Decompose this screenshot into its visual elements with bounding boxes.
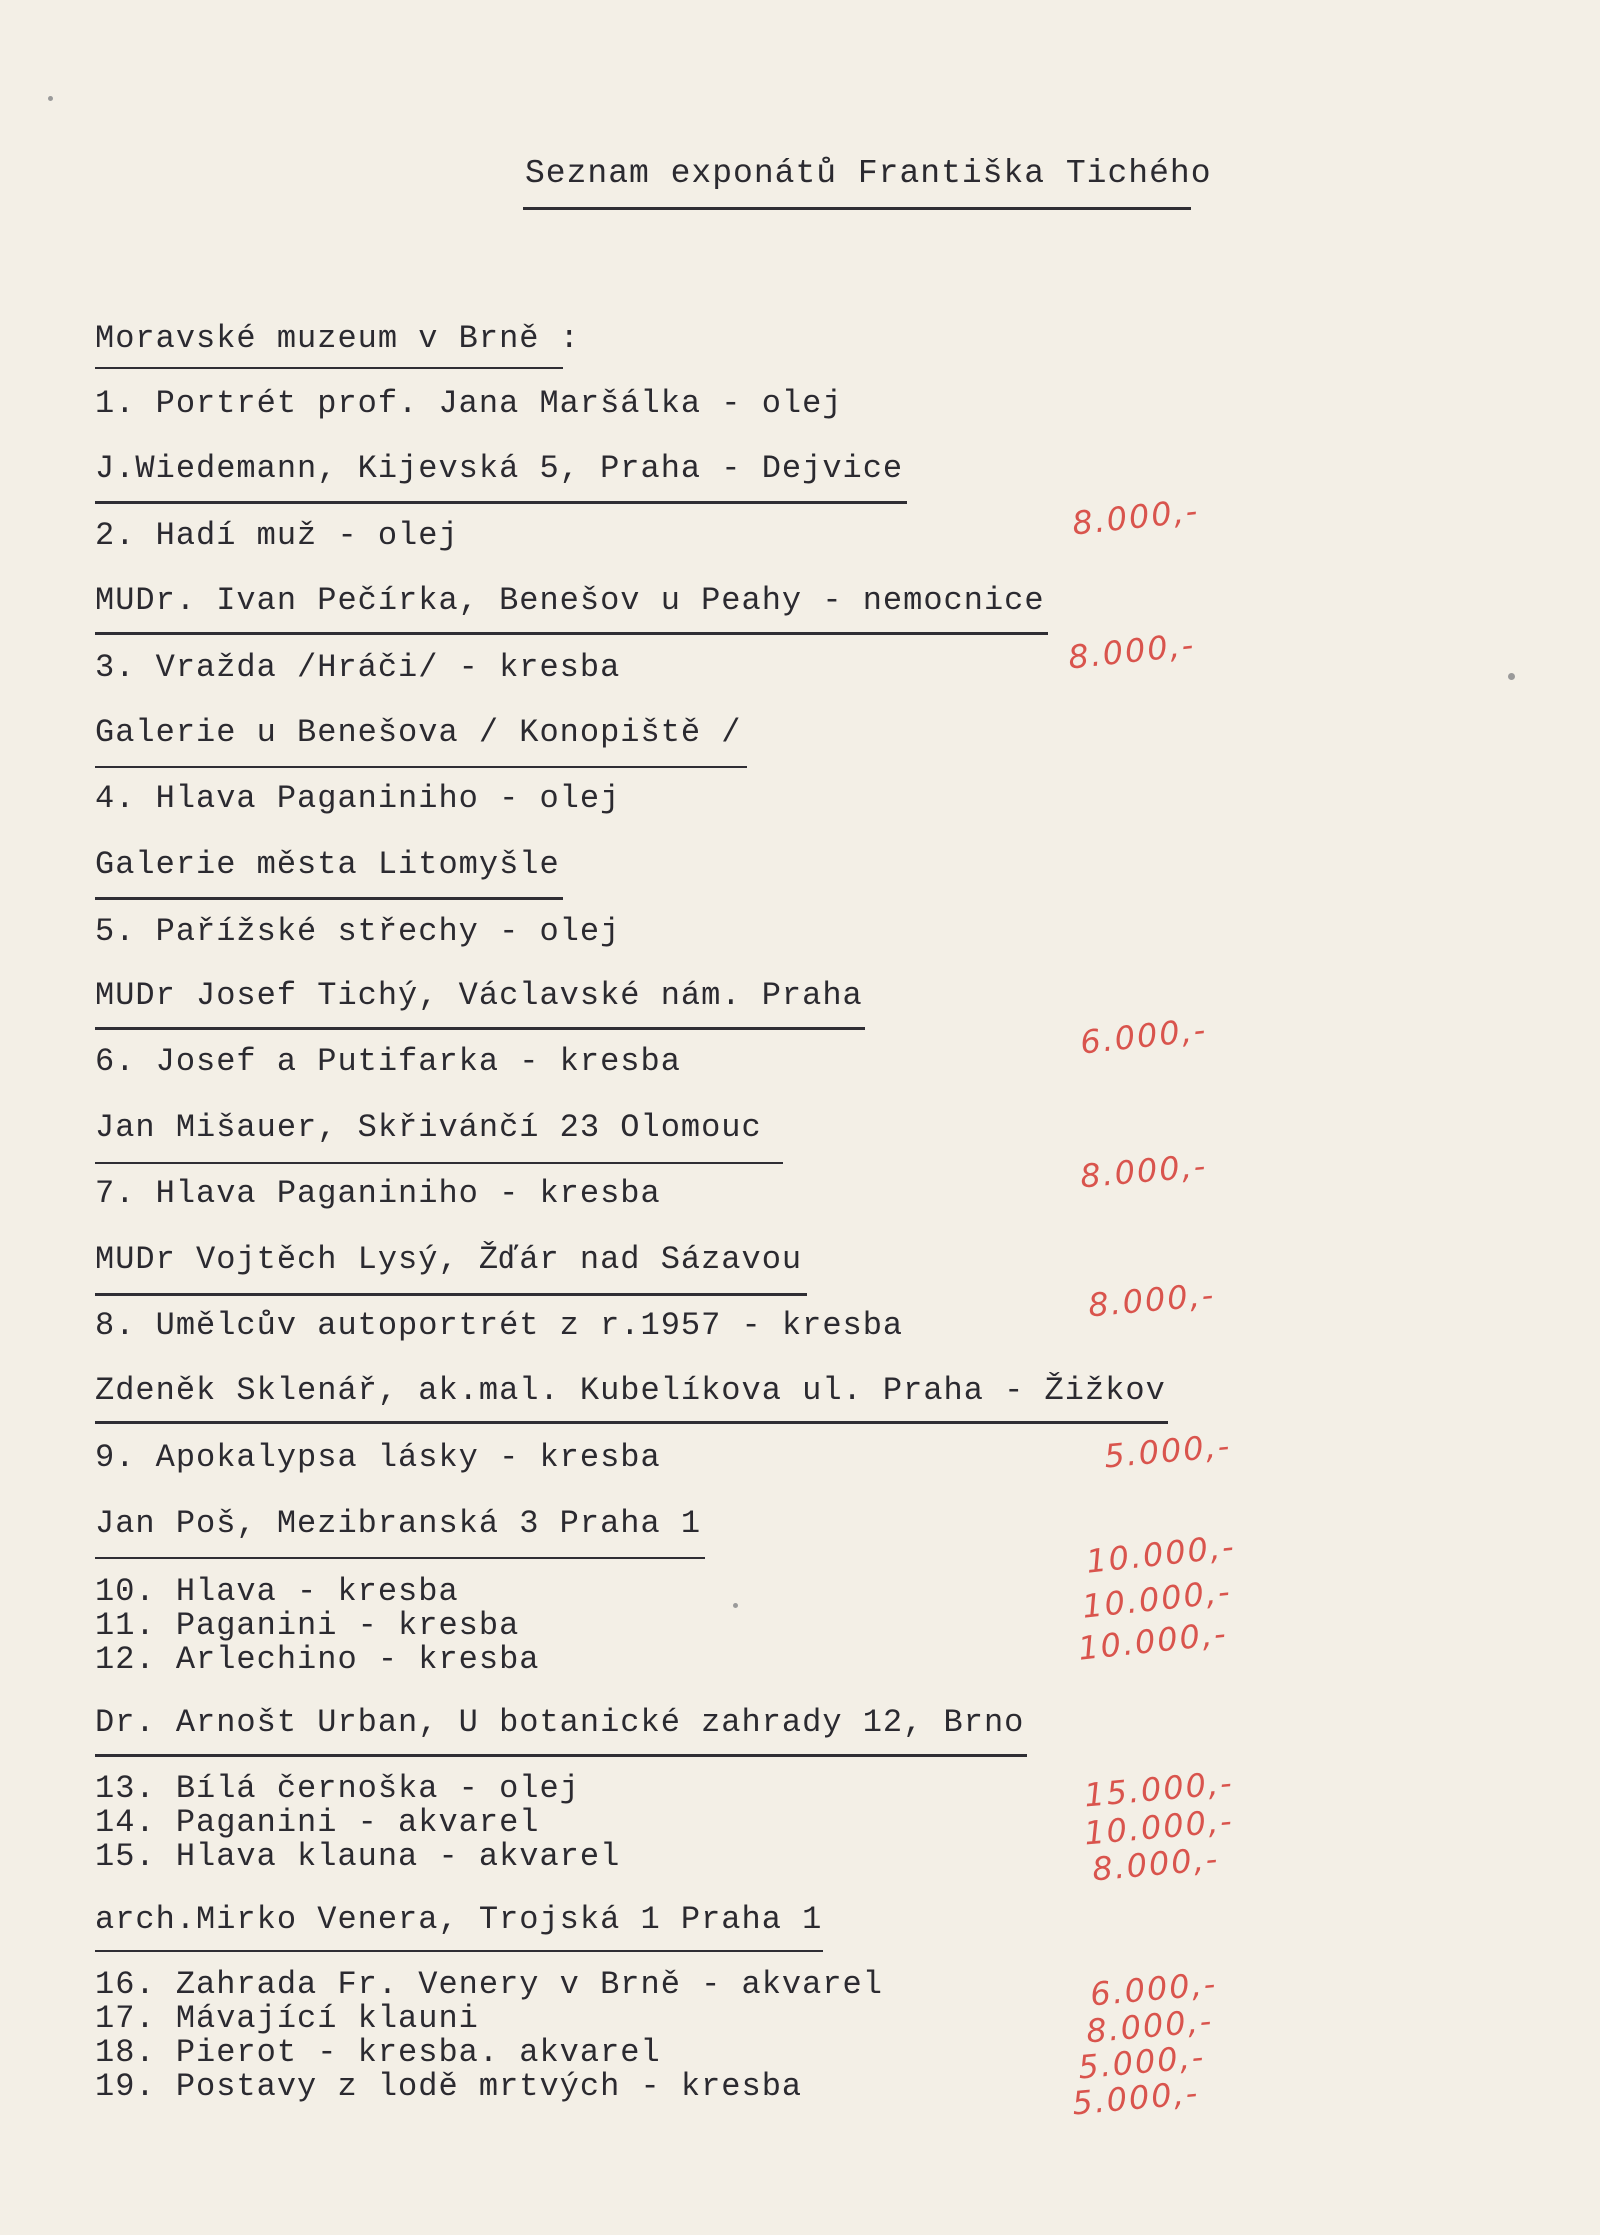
valuation: 5.000,- xyxy=(1076,2037,1207,2087)
list-item: 11. Paganini - kresba xyxy=(95,1607,520,1644)
divider xyxy=(95,1421,1168,1424)
divider xyxy=(95,1950,823,1952)
owner-line: Dr. Arnošt Urban, U botanické zahrady 12, Brno xyxy=(95,1704,1025,1741)
valuation: 8.000,- xyxy=(1066,625,1197,677)
divider xyxy=(95,1162,783,1164)
list-item: 19. Postavy z lodě mrtvých - kresba xyxy=(95,2068,803,2105)
divider xyxy=(95,1293,807,1296)
section-header: Moravské muzeum v Brně : xyxy=(95,320,580,357)
valuation: 8.000,- xyxy=(1070,491,1201,543)
valuation: 10.000,- xyxy=(1076,1614,1230,1668)
valuation: 8.000,- xyxy=(1086,1275,1217,1325)
valuation: 8.000,- xyxy=(1090,1839,1221,1889)
list-item: 5. Pařížské střechy - olej xyxy=(95,913,621,950)
owner-line: MUDr. Ivan Pečírka, Benešov u Peahy - nemocnice xyxy=(95,582,1045,619)
document-title: Seznam exponátů Františka Tichého xyxy=(525,155,1212,192)
list-item: 4. Hlava Paganiniho - olej xyxy=(95,780,621,817)
valuation: 10.000,- xyxy=(1084,1527,1238,1581)
owner-line: Zdeněk Sklenář, ak.mal. Kubelíkova ul. Praha - Žižkov xyxy=(95,1372,1166,1409)
list-item: 14. Paganini - akvarel xyxy=(95,1804,540,1841)
owner-line: Galerie u Benešova / Konopiště / xyxy=(95,714,742,751)
divider xyxy=(95,897,563,900)
list-item: 10. Hlava - kresba xyxy=(95,1573,459,1610)
title-underline xyxy=(523,207,1191,210)
owner-line: Jan Mišauer, Skřivánčí 23 Olomouc xyxy=(95,1109,762,1146)
list-item: 15. Hlava klauna - akvarel xyxy=(95,1838,621,1875)
owner-line: J.Wiedemann, Kijevská 5, Praha - Dejvice xyxy=(95,450,904,487)
list-item: 13. Bílá černoška - olej xyxy=(95,1770,580,1807)
list-item: 3. Vražda /Hráči/ - kresba xyxy=(95,649,621,686)
list-item: 1. Portrét prof. Jana Maršálka - olej xyxy=(95,385,843,422)
paper-speck xyxy=(1508,673,1515,680)
owner-line: Galerie města Litomyšle xyxy=(95,846,560,883)
divider xyxy=(95,1754,1027,1757)
list-item: 18. Pierot - kresba. akvarel xyxy=(95,2034,661,2071)
valuation: 15.000,- xyxy=(1082,1763,1236,1815)
valuation: 8.000,- xyxy=(1084,2001,1215,2051)
divider xyxy=(95,632,1048,635)
list-item: 2. Hadí muž - olej xyxy=(95,517,459,554)
valuation: 5.000,- xyxy=(1070,2073,1201,2123)
list-item: 7. Hlava Paganiniho - kresba xyxy=(95,1175,661,1212)
paper-speck xyxy=(733,1603,738,1608)
valuation: 5.000,- xyxy=(1102,1426,1233,1476)
divider xyxy=(95,501,907,504)
list-item: 6. Josef a Putifarka - kresba xyxy=(95,1043,681,1080)
owner-line: arch.Mirko Venera, Trojská 1 Praha 1 xyxy=(95,1901,823,1938)
list-item: 8. Umělcův autoportrét z r.1957 - kresba xyxy=(95,1307,904,1344)
valuation: 10.000,- xyxy=(1082,1801,1236,1853)
header-underline xyxy=(95,367,563,369)
owner-line: MUDr Josef Tichý, Václavské nám. Praha xyxy=(95,977,863,1014)
divider xyxy=(95,1027,865,1030)
list-item: 12. Arlechino - kresba xyxy=(95,1641,540,1678)
valuation: 8.000,- xyxy=(1078,1146,1209,1196)
valuation: 10.000,- xyxy=(1080,1572,1234,1626)
list-item: 17. Mávající klauni xyxy=(95,2000,479,2037)
valuation: 6.000,- xyxy=(1078,1010,1209,1062)
owner-line: MUDr Vojtěch Lysý, Žďár nad Sázavou xyxy=(95,1241,803,1278)
paper-speck xyxy=(48,96,53,101)
divider xyxy=(95,1557,705,1559)
divider xyxy=(95,766,747,768)
valuation: 6.000,- xyxy=(1088,1964,1219,2014)
list-item: 9. Apokalypsa lásky - kresba xyxy=(95,1439,661,1476)
owner-line: Jan Poš, Mezibranská 3 Praha 1 xyxy=(95,1505,702,1542)
list-item: 16. Zahrada Fr. Venery v Brně - akvarel xyxy=(95,1966,883,2003)
